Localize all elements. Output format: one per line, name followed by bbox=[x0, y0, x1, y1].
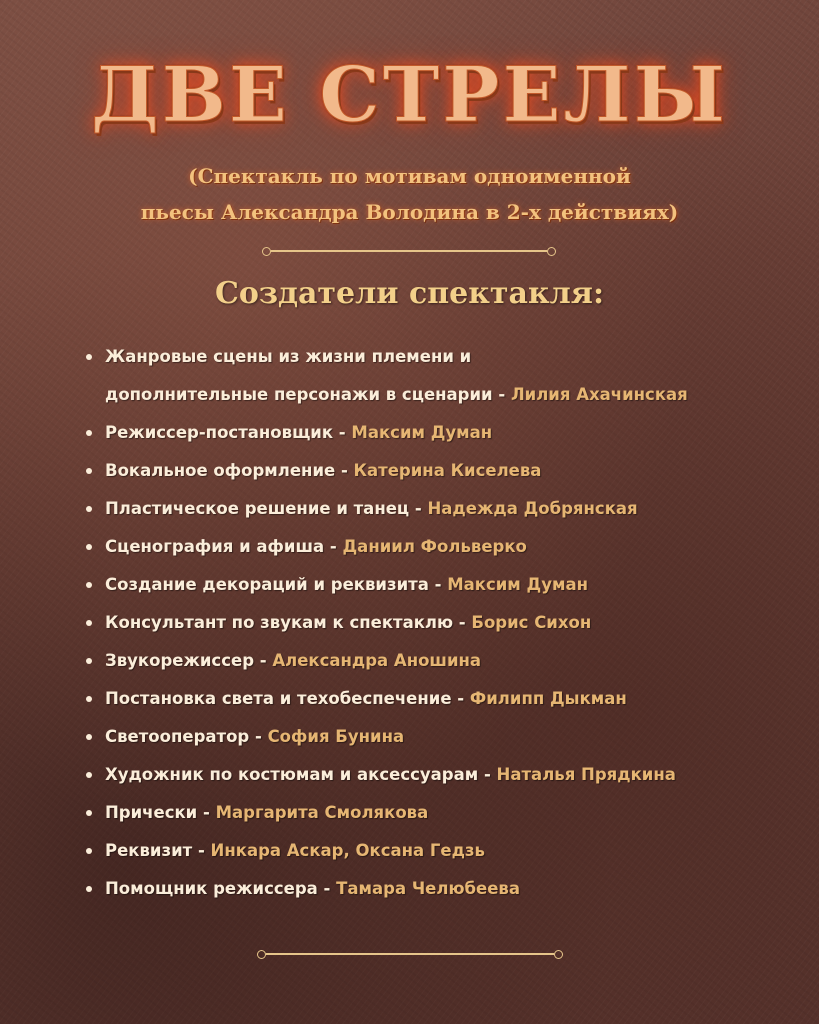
credit-role: Пластическое решение и танец - bbox=[105, 499, 428, 518]
credit-role: Консультант по звукам к спектаклю - bbox=[105, 613, 472, 632]
bullet-icon bbox=[86, 468, 92, 474]
bullet-icon bbox=[86, 696, 92, 702]
bullet-icon bbox=[86, 848, 92, 854]
credit-name: Катерина Киселева bbox=[353, 461, 542, 480]
bullet-icon bbox=[86, 886, 92, 892]
credit-item bbox=[86, 642, 786, 680]
credit-role: Создание декораций и реквизита - bbox=[105, 575, 448, 594]
credit-item bbox=[86, 794, 786, 832]
bullet-icon bbox=[86, 354, 92, 360]
bullet-icon bbox=[86, 544, 92, 550]
bullet-icon bbox=[86, 658, 92, 664]
top-divider bbox=[271, 250, 547, 252]
credit-name: Борис Сихон bbox=[471, 613, 592, 632]
credit-name: Филипп Дыкман bbox=[469, 689, 627, 708]
bottom-divider bbox=[266, 953, 554, 955]
credit-item bbox=[86, 680, 786, 718]
bullet-icon bbox=[86, 620, 92, 626]
credit-name: Надежда Добрянская bbox=[427, 499, 638, 518]
credit-item bbox=[86, 338, 786, 414]
credit-role: Вокальное оформление - bbox=[105, 461, 354, 480]
credit-role: Реквизит - bbox=[105, 841, 211, 860]
credit-item bbox=[86, 756, 786, 794]
credit-name: Максим Думан bbox=[351, 423, 493, 442]
credit-role-line1: Жанровые сцены из жизни племени и bbox=[105, 347, 472, 366]
credit-name: София Бунина bbox=[267, 727, 405, 746]
poster-title: ДВЕ СТРЕЛЫ bbox=[91, 50, 728, 139]
subtitle-line-1: (Спектакль по мотивам одноименной bbox=[188, 164, 631, 188]
section-title: Создатели спектакля: bbox=[214, 276, 605, 311]
credit-role: дополнительные персонажи в сценарии - bbox=[105, 385, 511, 404]
credit-name: Маргарита Смолякова bbox=[215, 803, 429, 822]
credit-role: Светооператор - bbox=[105, 727, 268, 746]
bullet-icon bbox=[86, 430, 92, 436]
credit-name: Александра Аношина bbox=[272, 651, 482, 670]
bullet-icon bbox=[86, 582, 92, 588]
credit-name: Даниил Фольверко bbox=[342, 537, 527, 556]
credit-role: Постановка света и техобеспечение - bbox=[105, 689, 470, 708]
credit-role: Звукорежиссер - bbox=[105, 651, 273, 670]
credit-role: Сценография и афиша - bbox=[105, 537, 343, 556]
credit-name: Инкара Аскар, Оксана Гедзь bbox=[210, 841, 485, 860]
credit-role: Прически - bbox=[105, 803, 216, 822]
credits-list bbox=[86, 338, 786, 908]
credit-item bbox=[86, 870, 786, 908]
subtitle-line-2: пьесы Александра Володина в 2-х действиях) bbox=[140, 200, 679, 224]
bullet-icon bbox=[86, 810, 92, 816]
credit-role: Режиссер-постановщик - bbox=[105, 423, 352, 442]
credit-item bbox=[86, 414, 786, 452]
credit-name: Максим Думан bbox=[447, 575, 588, 594]
bullet-icon bbox=[86, 506, 92, 512]
credit-item bbox=[86, 604, 786, 642]
credit-item bbox=[86, 718, 786, 756]
credit-role: Помощник режиссера - bbox=[105, 879, 337, 898]
credit-role: Художник по костюмам и аксессуарам - bbox=[105, 765, 497, 784]
credit-item bbox=[86, 832, 786, 870]
credit-item bbox=[86, 490, 786, 528]
credit-item bbox=[86, 452, 786, 490]
credit-item bbox=[86, 566, 786, 604]
credit-name: Наталья Прядкина bbox=[496, 765, 676, 784]
bullet-icon bbox=[86, 734, 92, 740]
bullet-icon bbox=[86, 772, 92, 778]
credit-item bbox=[86, 528, 786, 566]
credit-name: Лилия Ахачинская bbox=[510, 385, 688, 404]
poster-subtitle bbox=[0, 158, 819, 230]
credit-name: Тамара Челюбеева bbox=[336, 879, 520, 898]
